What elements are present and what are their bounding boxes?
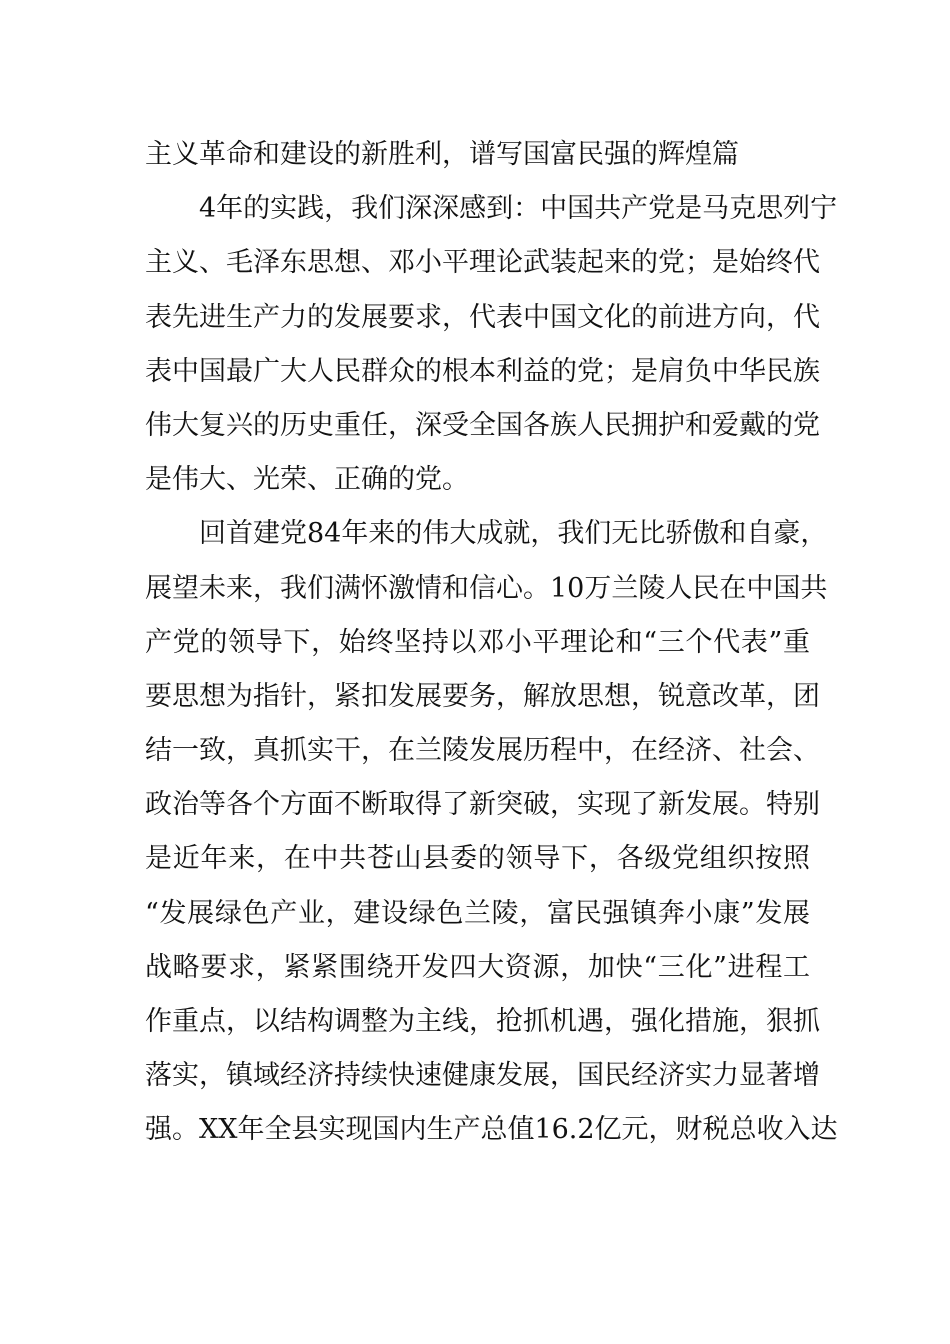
text-line: 要思想为指针，紧扣发展要务，解放思想，锐意改革，团: [145, 680, 820, 712]
text-line: 表先进生产力的发展要求，代表中国文化的前进方向，代: [145, 301, 820, 333]
text-line: 伟大复兴的历史重任，深受全国各族人民拥护和爱戴的党: [145, 409, 820, 441]
text-line: 结一致，真抓实干，在兰陵发展历程中，在经济、社会、: [145, 735, 820, 767]
text-line: 作重点，以结构调整为主线，抢抓机遇，强化措施，狠抓: [145, 1006, 820, 1037]
document-body: [145, 128, 838, 1158]
text-line: 主义、毛泽东思想、邓小平理论武装起来的党；是始终代: [145, 247, 820, 279]
text-line: 产党的领导下，始终坚持以邓小平理论和“三个代表”重: [145, 626, 810, 658]
text-line: 主义革命和建设的新胜利，谱写国富民强的辉煌篇: [145, 139, 739, 170]
text-line: 落实，镇域经济持续快速健康发展，国民经济实力显著增: [145, 1060, 820, 1092]
text-line: 4年的实践，我们深深感到：中国共产党是马克思列宁: [199, 193, 838, 225]
text-line: 回首建党84年来的伟大成就，我们无比骄傲和自豪，: [199, 518, 828, 550]
text-line: 战略要求，紧紧围绕开发四大资源，加快“三化”进程工: [145, 951, 810, 983]
text-line: 是近年来，在中共苍山县委的领导下，各级党组织按照: [145, 843, 810, 875]
text-line: 是伟大、光荣、正确的党。: [145, 464, 469, 496]
text-line: “发展绿色产业，建设绿色兰陵，富民强镇奔小康”发展: [145, 897, 810, 929]
text-line: 展望未来，我们满怀激情和信心。10万兰陵人民在中国共: [145, 572, 828, 604]
text-line: 表中国最广大人民群众的根本利益的党；是肩负中华民族: [145, 355, 820, 387]
text-line: 政治等各个方面不断取得了新突破，实现了新发展。特别: [145, 789, 820, 821]
text-line: 强。XX年全县实现国内生产总值16.2亿元，财税总收入达: [145, 1114, 838, 1146]
